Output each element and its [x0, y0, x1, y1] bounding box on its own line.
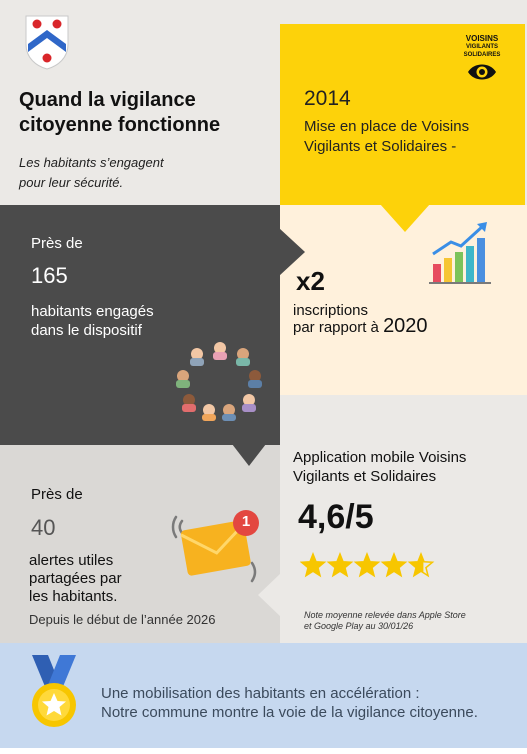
- pointer-yellow: [380, 204, 430, 234]
- app-panel-top: [280, 395, 527, 445]
- since-text-line1: Mise en place de Voisins: [304, 118, 470, 135]
- growth-label-line2: [293, 315, 428, 338]
- footer-line1: Une mobilisation des habitants en accélération :: [101, 685, 420, 702]
- rating-star: [356, 554, 379, 576]
- residents-label-line1: habitants engagés: [31, 303, 154, 320]
- app-title-line1: Application mobile Voisins: [293, 449, 467, 466]
- page-title-line1: Quand la vigilance: [19, 89, 196, 111]
- alerts-count: 40: [31, 515, 56, 540]
- rating-star: [383, 554, 406, 576]
- since-text-line2: Vigilants et Solidaires -: [304, 138, 457, 155]
- bottom-strip: [0, 748, 527, 754]
- growth-label-line1: inscriptions: [293, 302, 369, 319]
- rating-star: [302, 554, 325, 576]
- alerts-since: Depuis le début de l’année 2026: [29, 612, 216, 627]
- growth-label-text: par rapport à: [293, 319, 379, 336]
- rating-star: [329, 554, 352, 576]
- footer-line2: Notre commune montre la voie de la vigilance citoyenne.: [101, 704, 478, 721]
- alerts-label-line3: les habitants.: [29, 588, 118, 605]
- logo-line1: VOISINS: [465, 34, 499, 43]
- pointer-down-dark: [232, 444, 266, 468]
- coat-of-arms-icon: [24, 14, 70, 70]
- growth-year: 2020: [383, 315, 428, 337]
- residents-prefix: Près de: [31, 235, 83, 252]
- rating-stars: [300, 552, 440, 580]
- growth-chart-icon: [427, 218, 493, 286]
- alerts-label-line2: partagées par: [29, 570, 122, 587]
- medal-icon: [26, 655, 82, 731]
- alerts-label-line1: alertes utiles: [29, 552, 114, 569]
- app-note-line2: et Google Play au 30/01/26: [304, 621, 414, 631]
- residents-label-line2: dans le dispositif: [31, 322, 142, 339]
- vvs-logo: [452, 35, 512, 83]
- alerts-prefix: Près de: [31, 486, 83, 503]
- app-note-line1: Note moyenne relevée dans Apple Store: [304, 610, 466, 620]
- since-year: 2014: [304, 87, 351, 110]
- app-rating: 4,6/5: [298, 498, 374, 536]
- subtitle-line1: Les habitants s’engagent: [19, 155, 164, 170]
- app-title-line2: Vigilants et Solidaires: [293, 468, 437, 485]
- residents-count: 165: [31, 263, 68, 288]
- notification-badge-count: 1: [241, 513, 251, 530]
- growth-multiplier: x2: [296, 266, 325, 296]
- community-circle-icon: [173, 338, 267, 422]
- logo-line2: VIGILANTS: [465, 44, 498, 50]
- subtitle-line2: pour leur sécurité.: [19, 175, 124, 190]
- page-title-line2: citoyenne fonctionne: [19, 114, 221, 136]
- eye-icon: [467, 61, 497, 83]
- logo-line3: SOLIDAIRES: [463, 52, 501, 58]
